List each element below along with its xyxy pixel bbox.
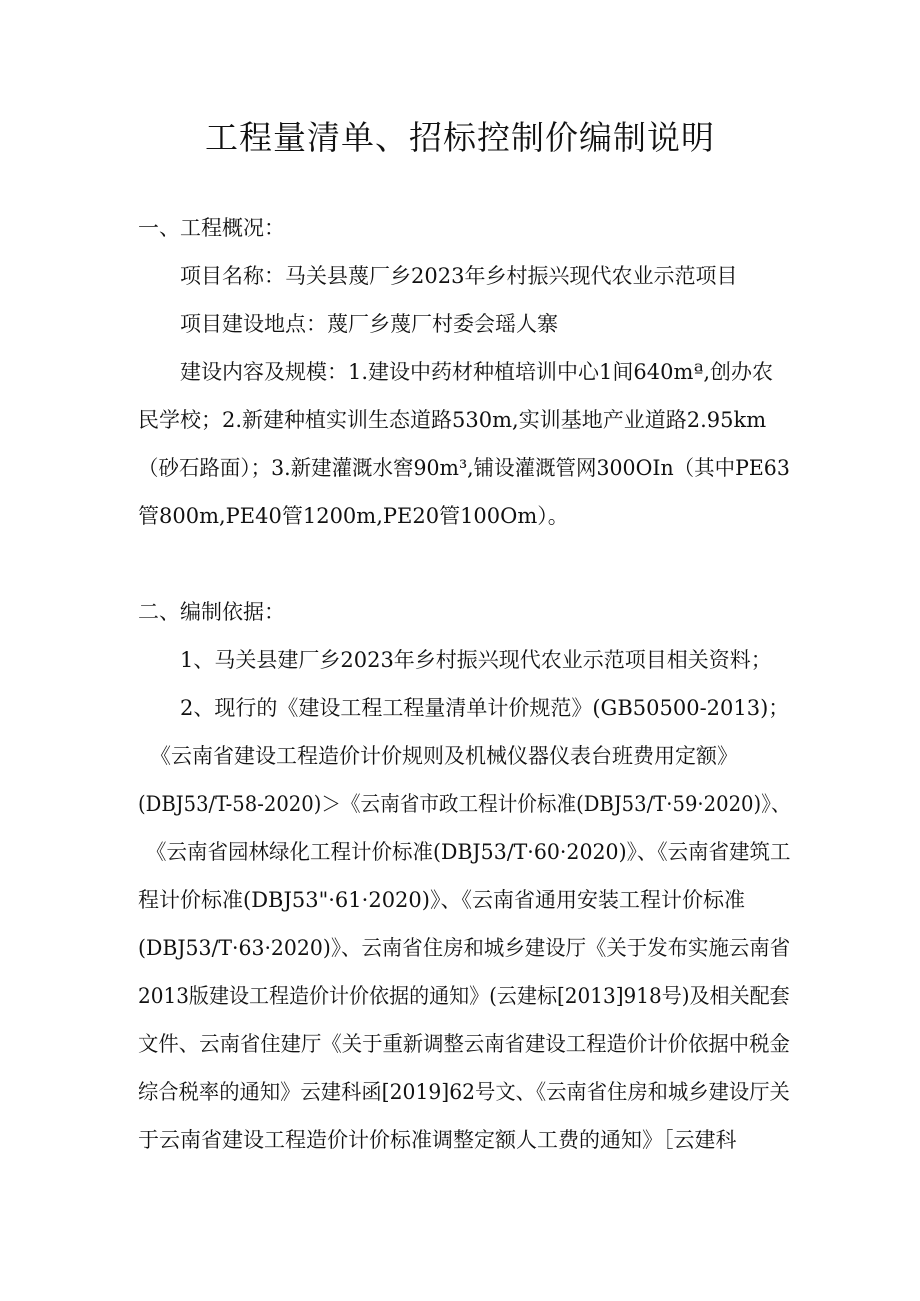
basis-line-7: (DBJ53∕T·63·2020)》、云南省住房和城乡建设厅《关于发布实施云南省 (138, 936, 791, 960)
basis-line-5: 《云南省园林绿化工程计价标准(DBJ53∕T·60·2020)》、《云南省建筑工 (146, 840, 791, 864)
scope-line-3: （砂石路面）；3.新建灌溉水窖90m³,铺设灌溉管网300OIn（其中PE63 (138, 456, 790, 480)
scope-line-2: 民学校；2.新建种植实训生态道路530m,实训基地产业道路2.95km (138, 408, 767, 432)
project-name-line: 项目名称：马关县蔑厂乡2023年乡村振兴现代农业示范项目 (180, 264, 738, 288)
basis-line-9: 文件、云南省住建厅《关于重新调整云南省建设工程造价计价依据中税金 (138, 1032, 790, 1056)
scope-line-1: 建设内容及规模：1.建设中药材种植培训中心1间640mª,创办农 (180, 360, 774, 384)
basis-line-10: 综合税率的通知》云建科函[2019]62号文、《云南省住房和城乡建设厅关 (138, 1080, 790, 1104)
section-heading-basis: 二、编制依据： (138, 600, 285, 624)
basis-line-4: (DBJ53∕T-58-2020)＞《云南省市政工程计价标准(DBJ53∕T·59·2020)》、 (138, 792, 791, 816)
basis-line-1: 1、马关县建厂乡2023年乡村振兴现代农业示范项目相关资料； (180, 648, 772, 672)
basis-line-3: 《云南省建设工程造价计价规则及机械仪器仪表台班费用定额》 (150, 744, 738, 768)
basis-line-8: 2013版建设工程造价计价依据的通知》(云建标[2013]918号)及相关配套 (138, 984, 790, 1008)
section-heading-overview: 一、工程概况： (138, 216, 285, 240)
document-title: 工程量清单、招标控制价编制说明 (205, 118, 715, 157)
scope-line-4: 管800m,PE40管1200m,PE20管100Om）。 (138, 504, 569, 528)
basis-line-2: 2、现行的《建设工程工程量清单计价规范》(GB50500-2013)； (180, 696, 790, 720)
basis-line-11: 于云南省建设工程造价计价标准调整定额人工费的通知》［云建科 (138, 1128, 737, 1152)
project-location-line: 项目建设地点：蔑厂乡蔑厂村委会瑶人寨 (180, 312, 558, 336)
basis-line-6: 程计价标准(DBJ53"·61·2020)》、《云南省通用安装工程计价标准 (138, 888, 745, 912)
